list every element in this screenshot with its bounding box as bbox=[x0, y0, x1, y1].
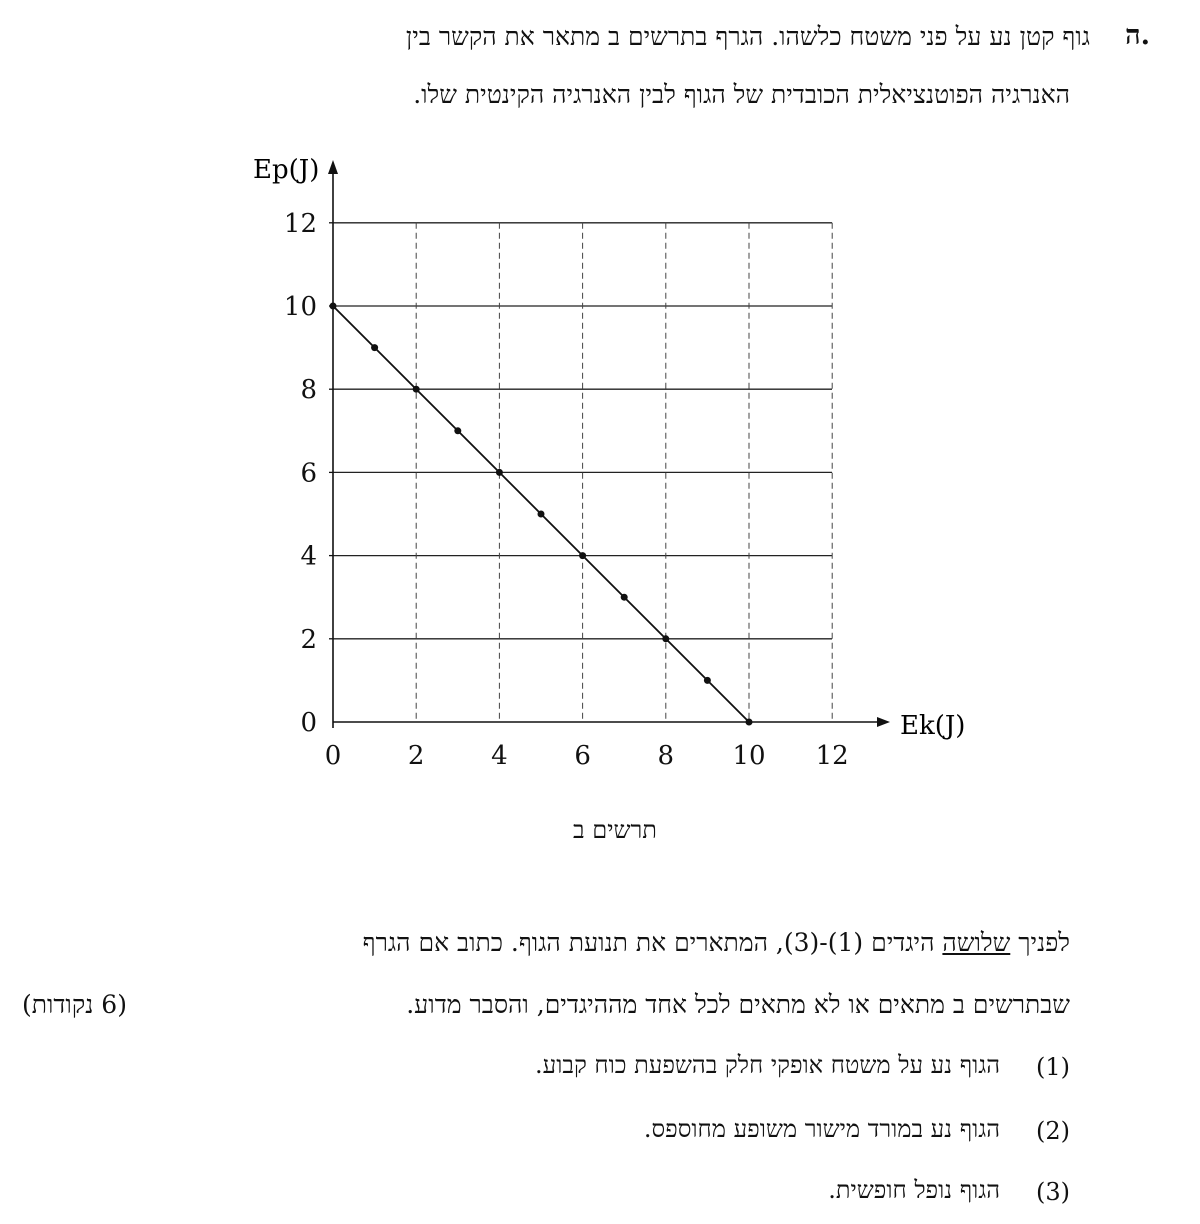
y-axis-label: Ep(J) bbox=[253, 155, 320, 185]
data-point bbox=[371, 344, 378, 351]
chart-series bbox=[330, 303, 753, 726]
statement-1-text: הגוף נע על משטח אופקי חלק בהשפעת כוח קבוע. bbox=[535, 1051, 1000, 1079]
x-axis-arrow bbox=[877, 717, 890, 727]
chart-grid bbox=[333, 223, 832, 722]
statement-2-text: הגוף נע במורד מישור משופע מחוספס. bbox=[643, 1115, 1000, 1143]
chart-tick-labels bbox=[284, 209, 849, 771]
data-point bbox=[746, 719, 753, 726]
x-axis-label: Ek(J) bbox=[900, 711, 966, 741]
y-tick-label: 0 bbox=[300, 708, 317, 738]
data-point bbox=[579, 552, 586, 559]
x-tick-label: 6 bbox=[574, 741, 591, 771]
statement-1-number: (1) bbox=[1036, 1053, 1070, 1081]
question-line-1: גוף קטן נע על פני משטח כלשהו. הגרף בתרשים ב מתאר את הקשר בין bbox=[405, 22, 1090, 51]
y-tick-label: 6 bbox=[300, 458, 317, 489]
y-tick-label: 2 bbox=[300, 624, 317, 655]
x-tick-label: 10 bbox=[732, 741, 766, 771]
x-tick-label: 12 bbox=[815, 741, 849, 771]
y-tick-label: 4 bbox=[300, 541, 317, 572]
instructions-line-1: לפניך שלושה היגדים (1)-(3), המתארים את תנועת הגוף. כתוב אם הגרף bbox=[362, 928, 1070, 957]
question-letter: ה. bbox=[1125, 20, 1150, 51]
underlined-word: שלושה bbox=[942, 928, 1011, 957]
question-line-2: האנרגיה הפוטנציאלית הכובדית של הגוף לבין האנרגיה הקינטית שלו. bbox=[413, 80, 1070, 109]
data-point bbox=[621, 594, 628, 601]
x-tick-label: 2 bbox=[407, 741, 425, 771]
chart-axes bbox=[328, 160, 890, 728]
x-tick-label: 8 bbox=[657, 741, 675, 771]
data-point bbox=[704, 677, 711, 684]
data-point bbox=[454, 427, 461, 434]
y-tick-label: 12 bbox=[283, 208, 317, 239]
data-point bbox=[496, 469, 503, 476]
y-axis-arrow bbox=[328, 160, 338, 174]
y-tick-label: 10 bbox=[283, 292, 317, 322]
points-label: (6 נקודות) bbox=[22, 990, 127, 1019]
instructions-line-2: שבתרשים ב מתאים או לא מתאים לכל אחד מההיגדים, והסבר מדוע. bbox=[406, 990, 1070, 1019]
x-tick-label: 4 bbox=[491, 741, 508, 771]
x-tick-label: 0 bbox=[324, 741, 342, 771]
statement-3-number: (3) bbox=[1036, 1178, 1070, 1206]
chart-caption: תרשים ב bbox=[573, 816, 657, 844]
statement-2-number: (2) bbox=[1036, 1117, 1070, 1145]
data-point bbox=[330, 303, 337, 310]
y-tick-label: 8 bbox=[300, 375, 317, 406]
data-point bbox=[662, 635, 669, 642]
data-point bbox=[538, 511, 545, 518]
statement-3-text: הגוף נופל חופשית. bbox=[828, 1176, 1000, 1204]
data-point bbox=[413, 386, 420, 393]
